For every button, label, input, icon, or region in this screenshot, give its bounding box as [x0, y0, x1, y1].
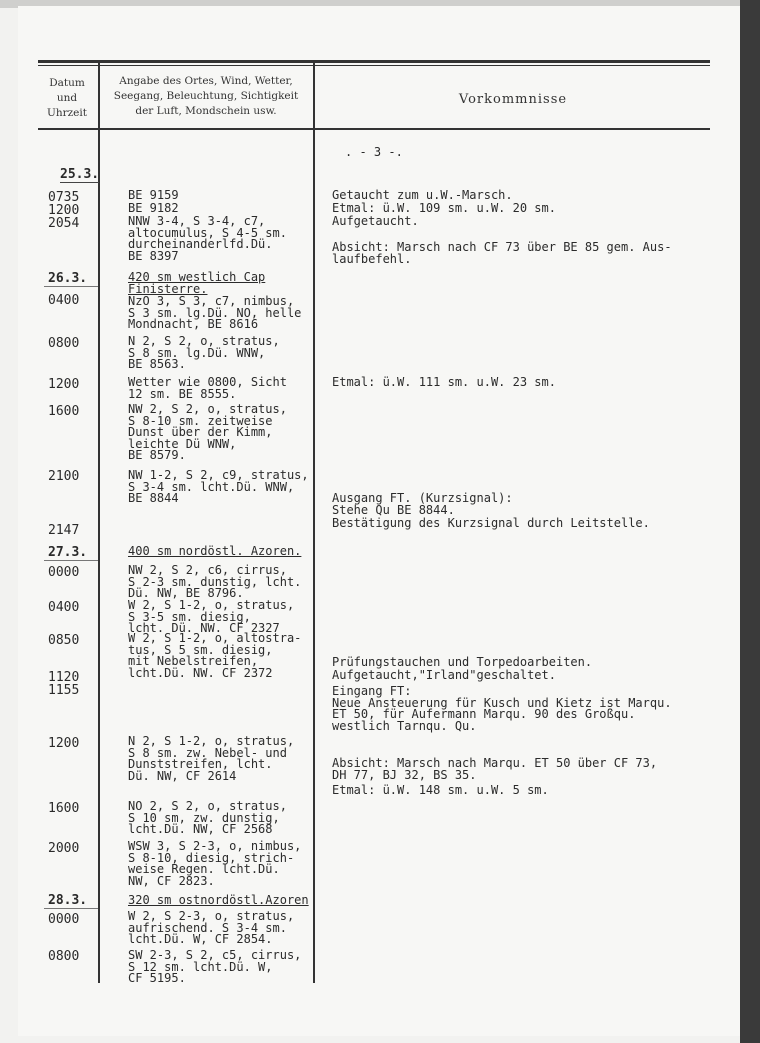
event-entry: Prüfungstauchen und Torpedoarbeiten.: [332, 655, 593, 669]
time-entry: 0800: [48, 949, 80, 964]
location-weather-entry: NW 2, S 2, o, stratus, S 8-10 sm. zeitweise Dunst über der Kimm, leichte Dü WNW, BE 8579.: [128, 402, 287, 462]
time-entry: 1200: [48, 203, 80, 218]
location-weather-entry: N 2, S 2, o, stratus, S 8 sm. lg.Dü. WNW, BE 8563.: [128, 334, 280, 371]
location-weather-entry: NO 2, S 2, o, stratus, S 10 sm, zw. dunstig, lcht.Dü. NW, CF 2568: [128, 799, 287, 836]
time-entry: 1600: [48, 404, 80, 419]
location-weather-entry: NzO 3, S 3, c7, nimbus, S 3 sm. lg.Dü. NO, helle Mondnacht, BE 8616: [128, 294, 302, 331]
event-entry: Etmal: ü.W. 148 sm. u.W. 5 sm.: [332, 783, 549, 797]
header-date-column: Datum und Uhrzeit: [47, 77, 87, 119]
row-separator: [44, 908, 98, 909]
location-weather-entry: N 2, S 1-2, o, stratus, S 8 sm. zw. Nebel- und Dunststreifen, lcht. Dü. NW, CF 2614: [128, 734, 295, 783]
location-weather-entry: 400 sm nordöstl. Azoren.: [128, 544, 302, 558]
time-entry: 0400: [48, 293, 80, 308]
time-entry: 2000: [48, 841, 80, 856]
event-entry: Aufgetaucht,"Irland"geschaltet.: [332, 668, 556, 682]
time-entry: 0000: [48, 565, 80, 580]
location-weather-entry: 420 sm westlich Cap Finisterre.: [128, 270, 266, 296]
top-rule-thick: [38, 60, 710, 63]
location-weather-entry: SW 2-3, S 2, c5, cirrus, S 12 sm. lcht.Dü. W, CF 5195.: [128, 948, 302, 985]
time-entry: 0800: [48, 336, 80, 351]
location-weather-entry: NW 1-2, S 2, c9, stratus, S 3-4 sm. lcht.Dü. WNW, BE 8844: [128, 468, 309, 505]
event-entry: Eingang FT: Neue Ansteuerung für Kusch und Kietz ist Marqu. ET 50, für Aufermann Marqu. 90 des Großqu. westlich Tarnqu. Qu.: [332, 684, 672, 733]
event-entry: Aufgetaucht.: [332, 214, 419, 228]
date-26-3: 26.3.: [48, 271, 88, 286]
event-entry: Absicht: Marsch nach Marqu. ET 50 über CF 73, DH 77, BJ 32, BS 35.: [332, 756, 658, 782]
time-entry: 0400: [48, 600, 80, 615]
header-events-column: Vorkommnisse: [458, 92, 568, 107]
page-number: . - 3 -.: [345, 145, 403, 159]
event-entry: Absicht: Marsch nach CF 73 über BE 85 gem. Aus- laufbefehl.: [332, 240, 672, 266]
date-27-3: 27.3.: [48, 545, 88, 560]
location-weather-entry: NNW 3-4, S 3-4, c7, altocumulus, S 4-5 sm. durcheinanderlfd.Dü. BE 8397: [128, 214, 287, 263]
time-entry: 2100: [48, 469, 80, 484]
scan-right-edge: [740, 0, 760, 1043]
location-weather-entry: NW 2, S 2, c6, cirrus, S 2-3 sm. dunstig, lcht. Dü. NW, BE 8796.: [128, 563, 302, 600]
location-weather-entry: 320 sm ostnordöstl.Azoren: [128, 893, 309, 907]
time-entry: 2147: [48, 523, 80, 538]
event-entry: Ausgang FT. (Kurzsignal): Stehe Qu BE 8844.: [332, 491, 513, 517]
location-weather-entry: W 2, S 1-2, o, altostra- tus, S 5 sm. diesig, mit Nebelstreifen, lcht.Dü. NW. CF 2372: [128, 631, 302, 680]
time-entry: 0000: [48, 912, 80, 927]
time-entry: 0735: [48, 190, 80, 205]
date-25-3: 25.3.: [60, 167, 100, 182]
time-entry: 0850: [48, 633, 80, 648]
location-weather-entry: BE 9182: [128, 201, 179, 215]
row-separator: [44, 286, 98, 287]
location-weather-entry: Wetter wie 0800, Sicht 12 sm. BE 8555.: [128, 375, 287, 401]
date-28-3: 28.3.: [48, 893, 88, 908]
location-weather-entry: W 2, S 1-2, o, stratus, S 3-5 sm. diesig, lcht. Dü. NW. CF 2327: [128, 598, 295, 635]
header-location-column: Angabe des Ortes, Wind, Wetter, Seegang, Beleuchtung, Sichtigkeit der Luft, Mondschein usw.: [113, 75, 299, 117]
event-entry: Etmal: ü.W. 109 sm. u.W. 20 sm.: [332, 201, 556, 215]
time-entry: 1600: [48, 801, 80, 816]
location-weather-entry: W 2, S 2-3, o, stratus, aufrischend. S 3-4 sm. lcht.Dü. W, CF 2854.: [128, 909, 295, 946]
header-bottom-rule: [38, 128, 710, 130]
event-entry: Etmal: ü.W. 111 sm. u.W. 23 sm.: [332, 375, 556, 389]
time-entry: 1200: [48, 736, 80, 751]
time-entry: 2054: [48, 216, 80, 231]
location-weather-entry: BE 9159: [128, 188, 179, 202]
event-entry: Getaucht zum u.W.-Marsch.: [332, 188, 513, 202]
time-entry: 1120: [48, 670, 80, 685]
time-entry: 1200: [48, 377, 80, 392]
row-separator: [44, 560, 98, 561]
location-weather-entry: WSW 3, S 2-3, o, nimbus, S 8-10, diesig, strich- weise Regen. lcht.Dü. NW, CF 2823.: [128, 839, 302, 888]
event-entry: Bestätigung des Kurzsignal durch Leitstelle.: [332, 516, 650, 530]
top-rule-thin: [38, 65, 710, 66]
time-entry: 1155: [48, 683, 80, 698]
date-column-rule: [98, 63, 100, 983]
